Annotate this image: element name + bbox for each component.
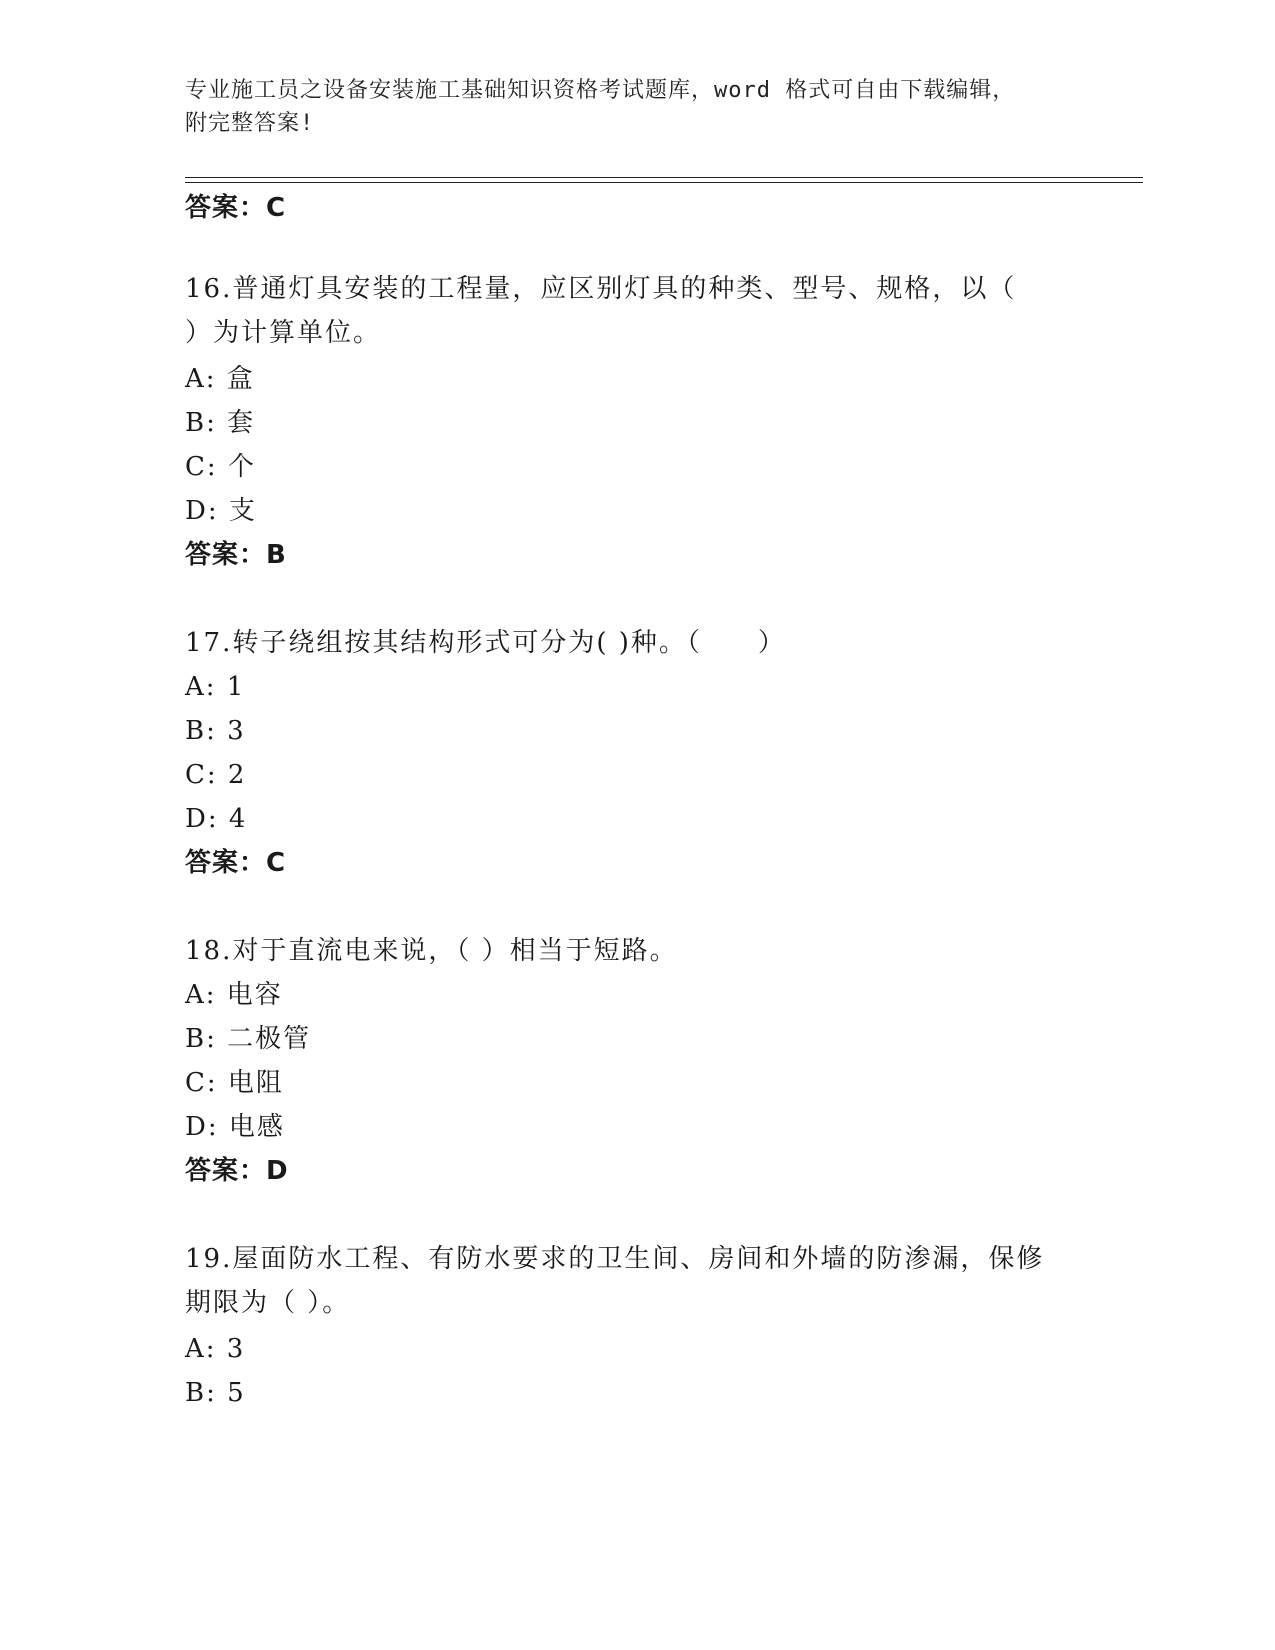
question-16-option-c: C: 个 — [185, 452, 256, 482]
question-17-option-b: B: 3 — [185, 716, 246, 746]
question-17-option-d: D: 4 — [185, 804, 248, 834]
question-16-stem-line-1: 16.普通灯具安装的工程量，应区别灯具的种类、型号、规格，以（ — [185, 274, 1017, 304]
question-17-stem-line-1: 17.转子绕组按其结构形式可分为( )种。（ ） — [185, 628, 786, 658]
question-18-option-d: D: 电感 — [185, 1112, 285, 1142]
question-16-option-b: B: 套 — [185, 408, 256, 438]
answer-previous: 答案：C — [185, 193, 287, 223]
question-19-stem-line-2: 期限为（ ）。 — [185, 1288, 351, 1318]
question-16-stem-line-2: ）为计算单位。 — [185, 318, 382, 348]
header-line-1: 专业施工员之设备安装施工基础知识资格考试题库，word 格式可自由下载编辑， — [185, 78, 1016, 103]
question-16-option-d: D: 支 — [185, 496, 257, 526]
question-18-option-c: C: 电阻 — [185, 1068, 284, 1098]
question-17-option-c: C: 2 — [185, 760, 247, 790]
header-divider-bottom — [185, 182, 1143, 183]
question-18-answer: 答案：D — [185, 1156, 289, 1186]
question-17-answer: 答案：C — [185, 848, 287, 878]
question-17-option-a: A: 1 — [185, 672, 246, 702]
question-19-stem-line-1: 19.屋面防水工程、有防水要求的卫生间、房间和外墙的防渗漏，保修 — [185, 1244, 1045, 1274]
question-18-stem-line-1: 18.对于直流电来说，（ ）相当于短路。 — [185, 936, 678, 966]
document-header — [185, 74, 1065, 140]
question-16-option-a: A: 盒 — [185, 364, 255, 394]
question-18-option-b: B: 二极管 — [185, 1024, 312, 1054]
header-divider-top — [185, 177, 1143, 178]
question-18-option-a: A: 电容 — [185, 980, 283, 1010]
header-line-2: 附完整答案! — [185, 111, 315, 136]
question-16-answer: 答案：B — [185, 540, 287, 570]
question-19-option-b: B: 5 — [185, 1378, 246, 1408]
question-19-option-a: A: 3 — [185, 1334, 246, 1364]
